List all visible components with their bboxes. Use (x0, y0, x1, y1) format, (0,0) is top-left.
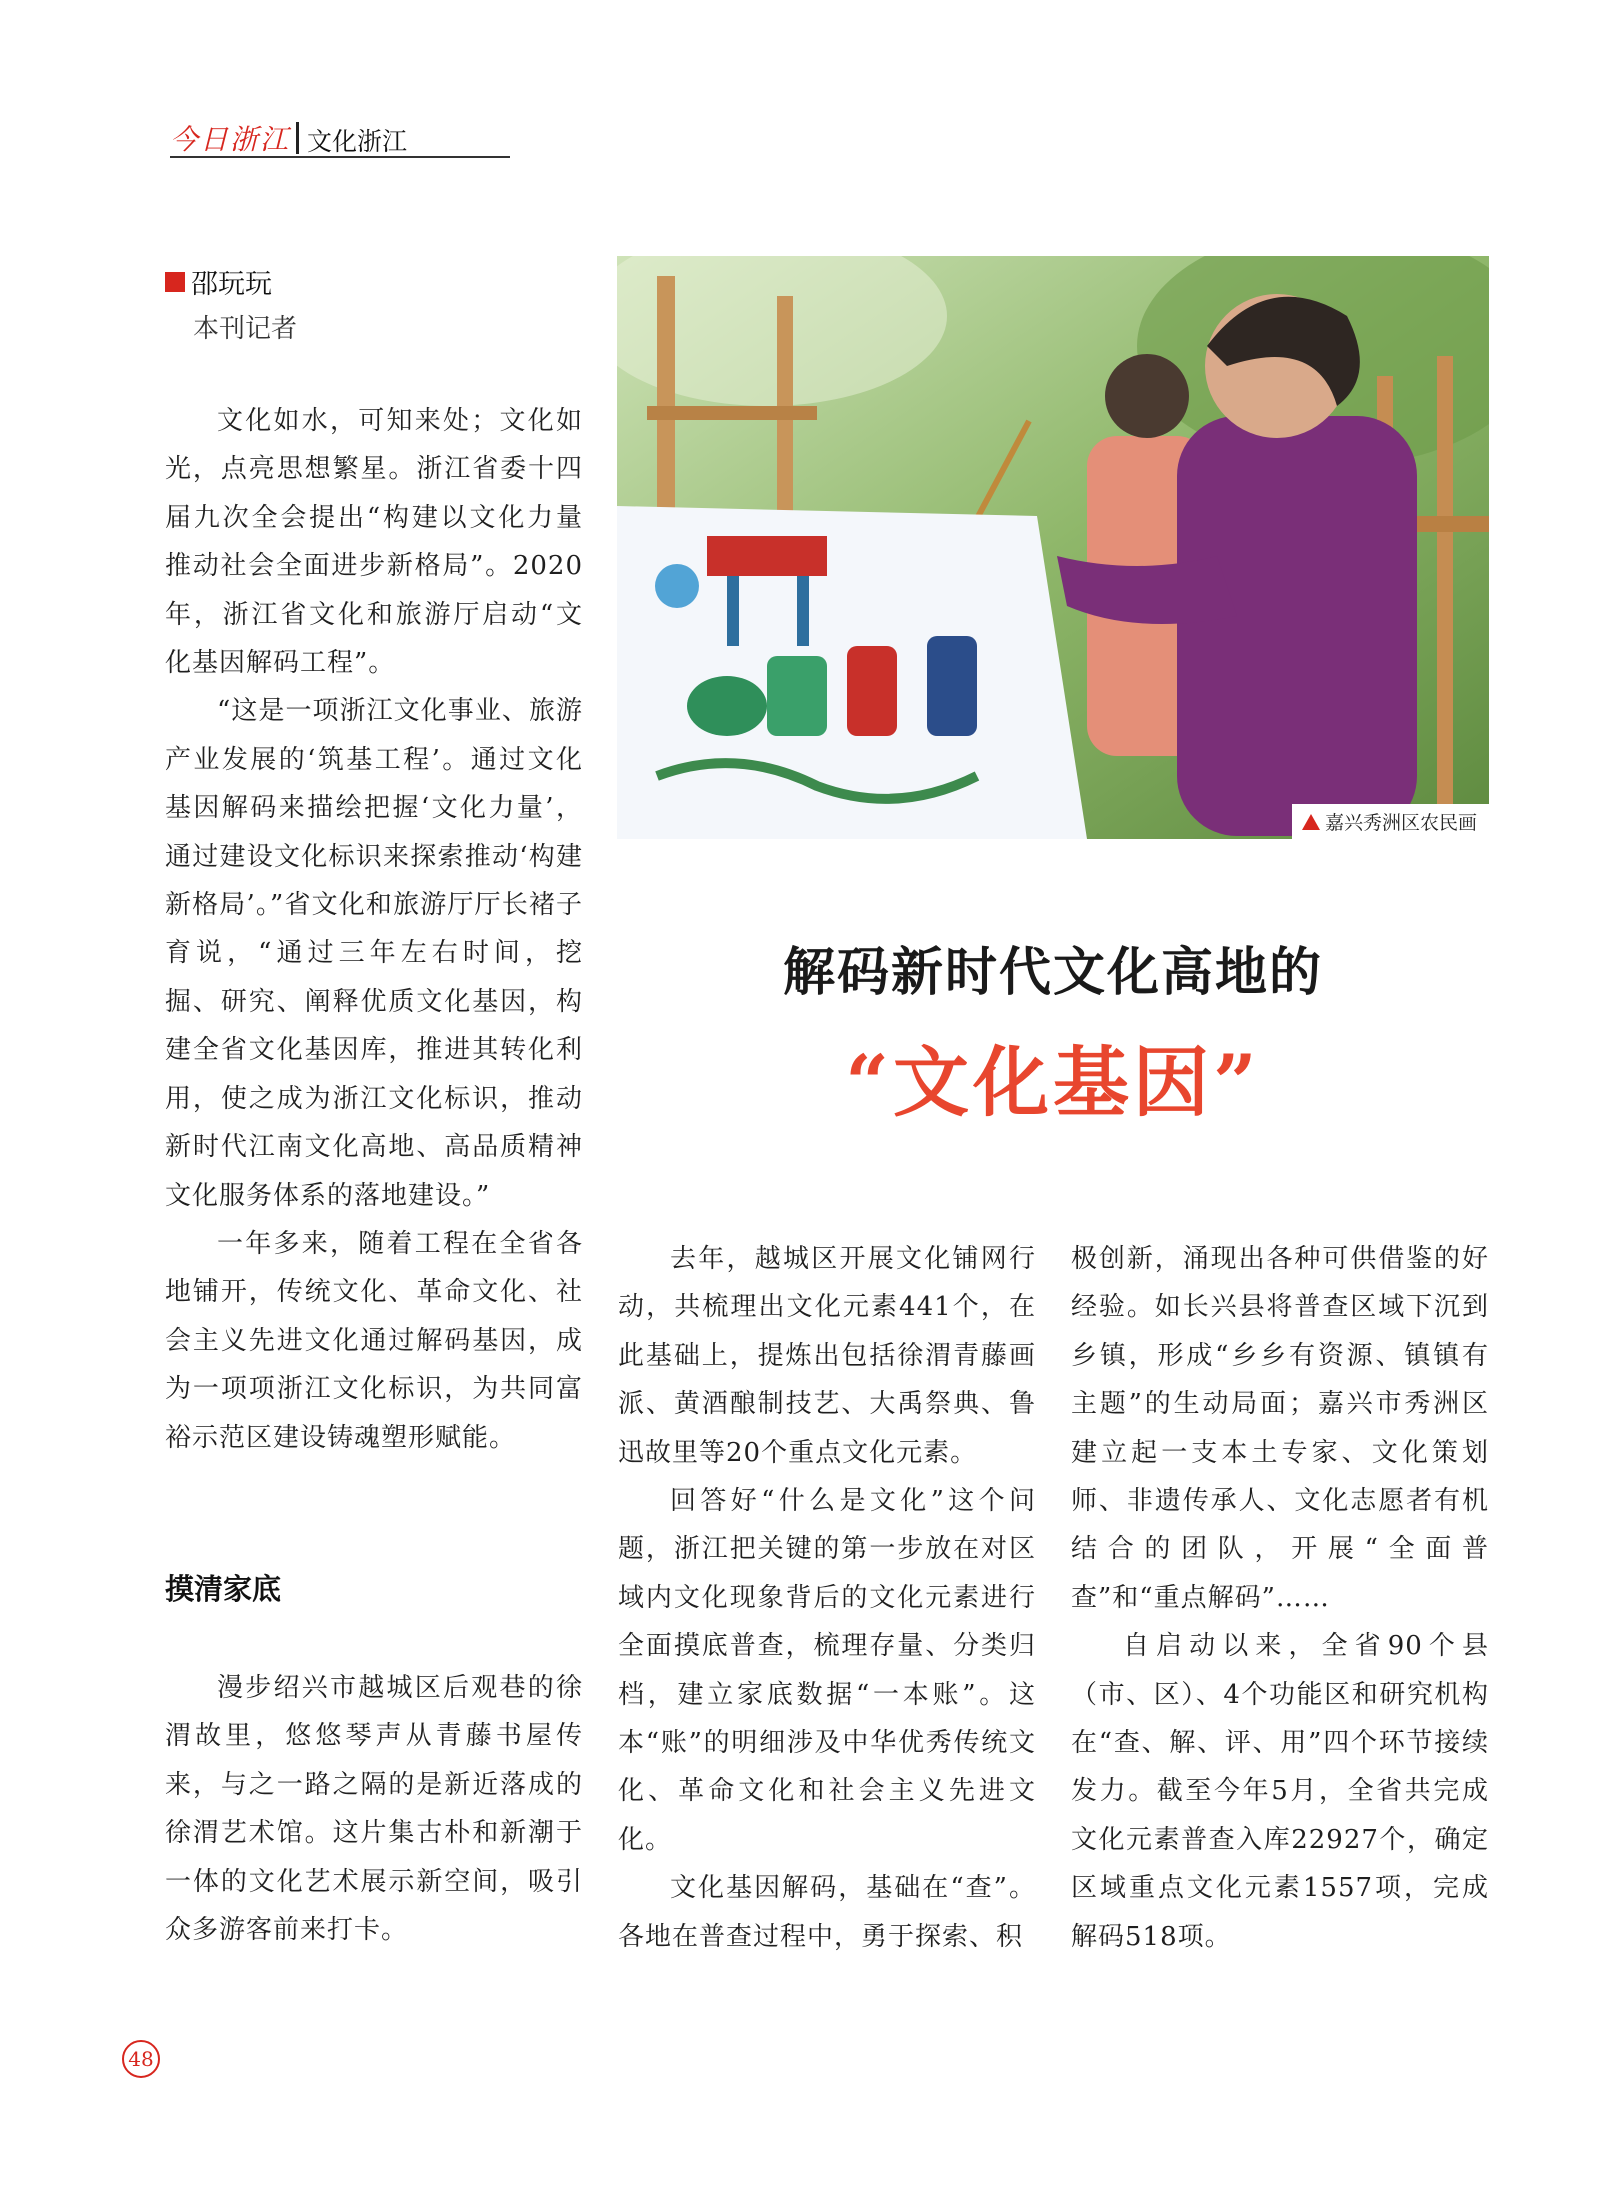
photo-illustration (617, 256, 1489, 839)
paragraph: 回答好“什么是文化”这个问题，浙江把关键的第一步放在对区域内文化现象背后的文化元素进行全面摸底普查，梳理存量、分类归档，建立家底数据“一本账”。这本“账”的明细涉及中华优秀传统文化、革命文化和社会主义先进文化。 (618, 1486, 1036, 1855)
red-square-icon (165, 272, 185, 292)
paragraph: 文化如水，可知来处；文化如光，点亮思想繁星。浙江省委十四届九次全会提出“构建以文化力量推动社会全面进步新格局”。2020年，浙江省文化和旅游厅启动“文化基因解码工程”。 (165, 406, 583, 679)
paragraph: 去年，越城区开展文化铺网行动，共梳理出文化元素441个，在此基础上，提炼出包括徐渭青藤画派、黄酒酿制技艺、大禹祭典、鲁迅故里等20个重点文化元素。 (618, 1244, 1036, 1468)
paragraph: 漫步绍兴市越城区后观巷的徐渭故里，悠悠琴声从青藤书屋传来，与之一路之隔的是新近落成的徐渭艺术馆。这片集古朴和新潮于一体的文化艺术展示新空间，吸引众多游客前来打卡。 (165, 1673, 583, 1946)
subheading: 摸清家底 (165, 1572, 282, 1606)
section-name: 文化浙江 (307, 127, 408, 156)
masthead (170, 122, 407, 154)
paragraph: 自启动以来，全省90个县（市、区）、4个功能区和研究机构在“查、解、评、用”四个环节接续发力。截至今年5月，全省共完成文化元素普查入库22927个，确定区域重点文化元素1557项，完成解码518项。 (1071, 1631, 1489, 1952)
paragraph-continuation: 极创新，涌现出各种可供借鉴的好经验。如长兴县将普查区域下沉到乡镇，形成“乡乡有资源、镇镇有主题”的生动局面；嘉兴市秀洲区建立起一支本土专家、文化策划师、非遗传承人、文化志愿者有机结合的团队，开展“全面普查”和“重点解码”…… (1071, 1244, 1489, 1613)
author-name: 邵玩玩 (191, 269, 272, 300)
article-title-line1: 解码新时代文化高地的 (782, 942, 1323, 1003)
masthead-separator (296, 122, 299, 154)
feature-photo (617, 256, 1489, 839)
column-3 (1071, 1235, 1489, 1961)
magazine-logo: 今日浙江 (170, 123, 291, 156)
photo-caption (1292, 804, 1489, 839)
red-triangle-icon (1302, 814, 1320, 830)
paragraph: 文化基因解码，基础在“查”。各地在普查过程中，勇于探索、积 (618, 1873, 1036, 1952)
byline (165, 262, 272, 301)
paragraph: “这是一项浙江文化事业、旅游产业发展的‘筑基工程’。通过文化基因解码来描绘把握‘文化力量’，通过建设文化标识来探索推动‘构建新格局’。”省文化和旅游厅厅长褚子育说，“通过三年左右时间，挖掘、研究、阐释优质文化基因，构建全省文化基因库，推进其转化利用，使之成为浙江文化标识，推动新时代江南文化高地、高品质精神文化服务体系的落地建设。” (165, 696, 583, 1211)
article-title-line2: “文化基因” (845, 1038, 1261, 1127)
paragraph: 一年多来，随着工程在全省各地铺开，传统文化、革命文化、社会主义先进文化通过解码基因，成为一项项浙江文化标识，为共同富裕示范区建设铸魂塑形赋能。 (165, 1228, 583, 1453)
column-1 (165, 397, 583, 1462)
column-2 (618, 1235, 1036, 1961)
author-role: 本刊记者 (193, 314, 298, 344)
masthead-rule (170, 156, 510, 158)
column-1-continued (165, 1664, 583, 1954)
page-number: 48 (122, 2040, 160, 2078)
caption-text: 嘉兴秀洲区农民画 (1324, 812, 1477, 834)
